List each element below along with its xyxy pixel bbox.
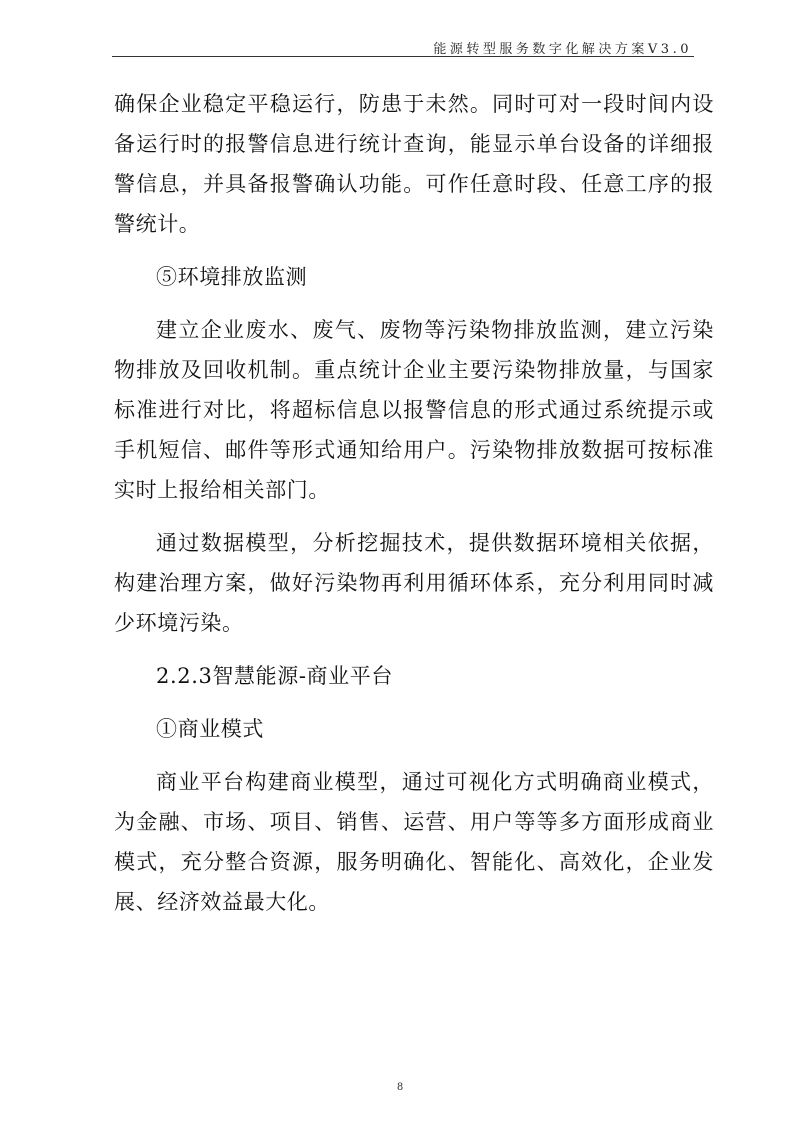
document-body	[114, 84, 714, 935]
section-heading-business-platform: 2.2.3智慧能源-商业平台	[156, 664, 393, 688]
paragraph-alarm-statistics: 确保企业稳定平稳运行，防患于未然。同时可对一段时间内设备运行时的报警信息进行统计查询，能显示单台设备的详细报警信息，并具备报警确认功能。可作任意时段、任意工序的报警统计。	[114, 92, 714, 236]
page-number: 8	[396, 1082, 404, 1093]
subsection-heading-business-model: ①商业模式	[156, 717, 264, 741]
running-header-title: 能源转型服务数字化解决方案V3.0	[433, 42, 692, 57]
paragraph-emission-monitoring: 建立企业废水、废气、废物等污染物排放监测，建立污染物排放及回收机制。重点统计企业主要污染物排放量，与国家标准进行对比，将超标信息以报警信息的形式通过系统提示或手机短信、邮件等形式通知给用户。污染物排放数据可按标准实时上报给相关部门。	[114, 318, 714, 502]
header-divider	[112, 56, 694, 57]
paragraph-data-model: 通过数据模型，分析挖掘技术，提供数据环境相关依据，构建治理方案，做好污染物再利用循环体系，充分利用同时减少环境污染。	[114, 531, 714, 635]
paragraph-business-model: 商业平台构建商业模型，通过可视化方式明确商业模式，为金融、市场、项目、销售、运营、用户等等多方面形成商业模式，充分整合资源，服务明确化、智能化、高效化，企业发展、经济效益最大化。	[114, 770, 714, 914]
section-heading-emission-monitoring: ⑤环境排放监测	[156, 265, 308, 289]
